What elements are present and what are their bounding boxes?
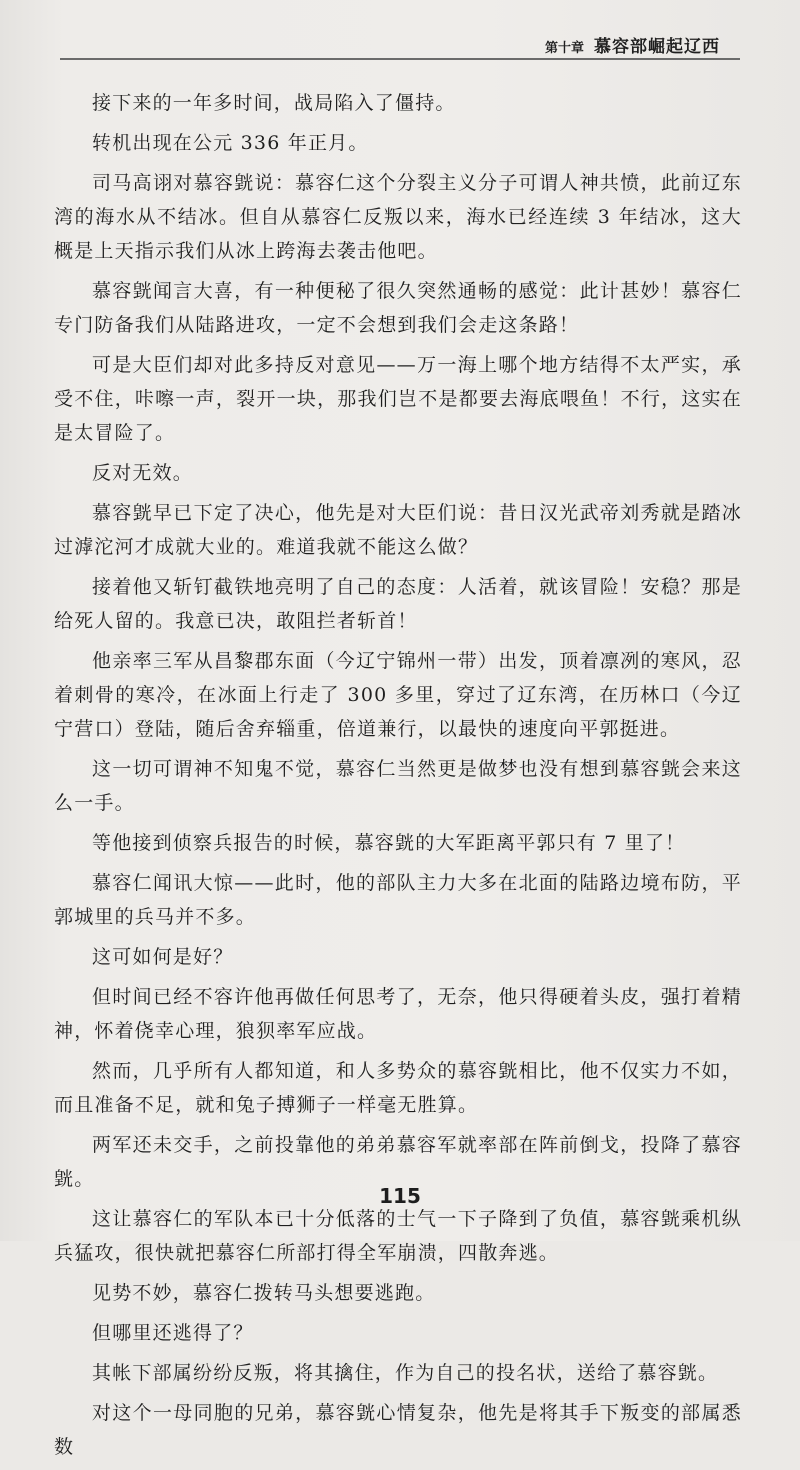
paragraph: 但哪里还逃得了？ [92, 1322, 254, 1344]
paragraph: 对这个一母同胞的兄弟，慕容皝心情复杂，他先是将其手下叛变的部属悉数 [54, 1402, 742, 1458]
paragraph: 然而，几乎所有人都知道，和人多势众的慕容皝相比，他不仅实力不如，而且准备不足，就和兔子搏狮子一样毫无胜算。 [54, 1060, 742, 1116]
paragraph: 但时间已经不容许他再做任何思考了，无奈，他只得硬着头皮，强打着精神，怀着侥幸心理，狼狈率军应战。 [54, 986, 742, 1042]
paragraph: 慕容仁闻讯大惊——此时，他的部队主力大多在北面的陆路边境布防，平郭城里的兵马并不多。 [54, 872, 742, 928]
paragraph: 这让慕容仁的军队本已十分低落的士气一下子降到了负值，慕容皝乘机纵兵猛攻，很快就把慕容仁所部打得全军崩溃，四散奔逃。 [54, 1208, 742, 1264]
chapter-title: 慕容部崛起辽西 [594, 37, 720, 57]
paragraph: 慕容皝闻言大喜，有一种便秘了很久突然通畅的感觉：此计甚妙！慕容仁专门防备我们从陆路进攻，一定不会想到我们会走这条路！ [54, 280, 742, 336]
body-text [54, 86, 742, 1470]
paragraph: 转机出现在公元 336 年正月。 [92, 132, 369, 154]
paragraph: 接着他又斩钉截铁地亮明了自己的态度：人活着，就该冒险！安稳？那是给死人留的。我意已决，敢阻拦者斩首！ [54, 576, 742, 632]
paragraph: 两军还未交手，之前投靠他的弟弟慕容军就率部在阵前倒戈，投降了慕容皝。 [54, 1134, 742, 1190]
paragraph: 其帐下部属纷纷反叛，将其擒住，作为自己的投名状，送给了慕容皝。 [92, 1362, 719, 1384]
paragraph: 慕容皝早已下定了决心，他先是对大臣们说：昔日汉光武帝刘秀就是踏冰过滹沱河才成就大业的。难道我就不能这么做？ [54, 502, 742, 558]
paragraph: 这可如何是好？ [92, 946, 234, 968]
paragraph: 可是大臣们却对此多持反对意见——万一海上哪个地方结得不太严实，承受不住，咔嚓一声，裂开一块，那我们岂不是都要去海底喂鱼！不行，这实在是太冒险了。 [54, 354, 742, 444]
paragraph: 这一切可谓神不知鬼不觉，慕容仁当然更是做梦也没有想到慕容皝会来这么一手。 [54, 758, 742, 814]
paragraph: 反对无效。 [92, 462, 194, 484]
paragraph: 等他接到侦察兵报告的时候，慕容皝的大军距离平郭只有 7 里了！ [92, 832, 686, 854]
chapter-label: 第十章 [544, 41, 584, 56]
running-header [545, 32, 720, 57]
paragraph: 见势不妙，慕容仁拨转马头想要逃跑。 [92, 1282, 436, 1304]
paragraph: 他亲率三军从昌黎郡东面（今辽宁锦州一带）出发，顶着凛冽的寒风，忍着刺骨的寒冷，在冰面上行走了 300 多里，穿过了辽东湾，在历林口（今辽宁营口）登陆，随后舍弃辎重，倍道兼行，以最快的速度向平郭挺进。 [54, 650, 742, 740]
page-number: 115 [379, 1184, 421, 1208]
header-rule [60, 58, 740, 60]
paragraph: 接下来的一年多时间，战局陷入了僵持。 [92, 92, 456, 114]
paragraph: 司马高诩对慕容皝说：慕容仁这个分裂主义分子可谓人神共愤，此前辽东湾的海水从不结冰。但自从慕容仁反叛以来，海水已经连续 3 年结冰，这大概是上天指示我们从冰上跨海去袭击他吧。 [54, 172, 742, 262]
